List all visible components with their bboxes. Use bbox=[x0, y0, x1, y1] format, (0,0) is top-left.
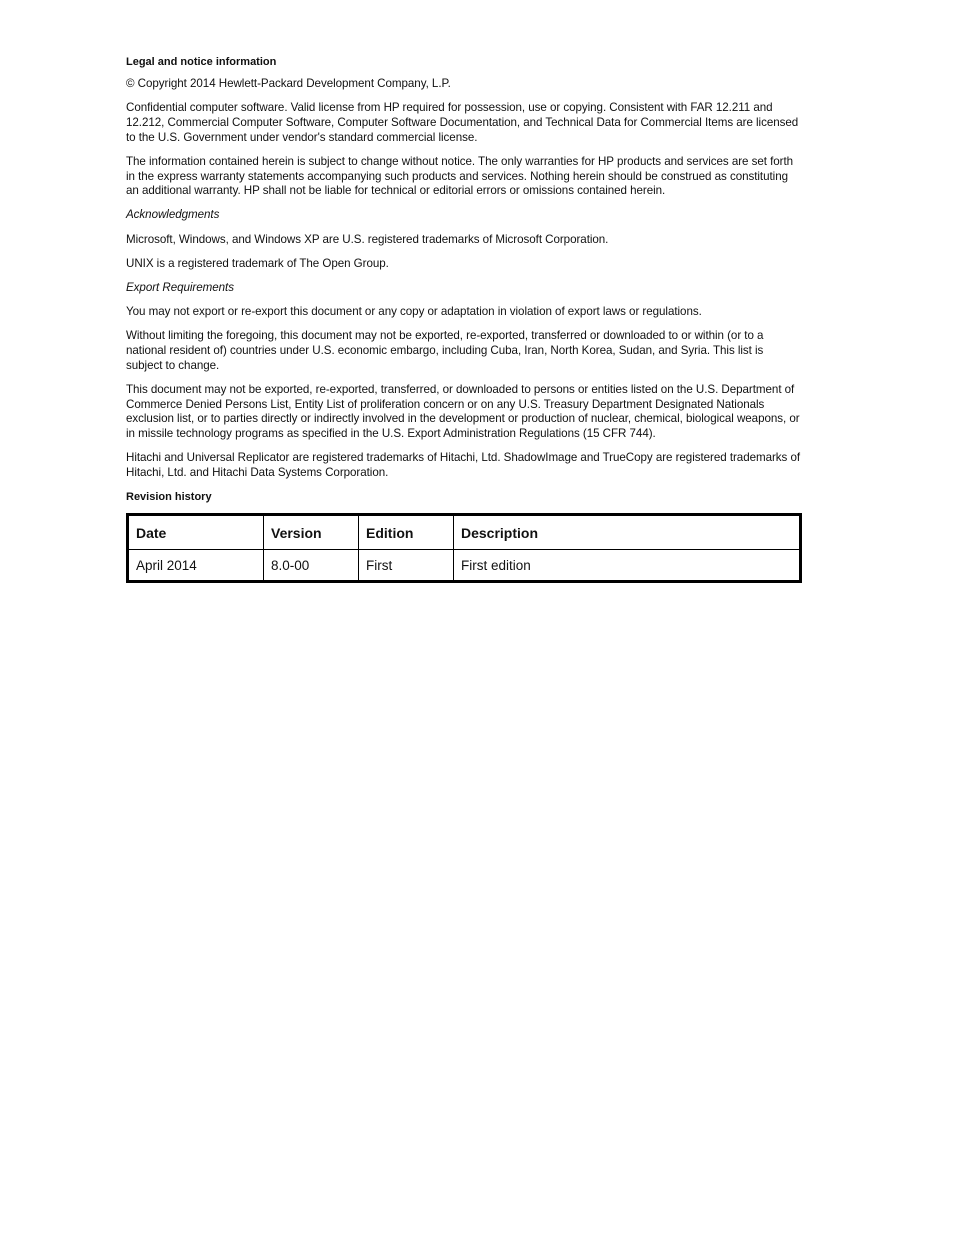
export-text-1: You may not export or re-export this document or any copy or adaptation in violation of export laws or regulations. bbox=[126, 305, 702, 319]
export-requirements-heading: Export Requirements bbox=[126, 281, 234, 295]
revision-history-heading: Revision history bbox=[126, 491, 212, 504]
column-header-description: Description bbox=[454, 515, 801, 550]
table-header-row bbox=[128, 515, 801, 550]
cell-version: 8.0-00 bbox=[264, 550, 359, 582]
hitachi-trademark-text: Hitachi and Universal Replicator are registered trademarks of Hitachi, Ltd. ShadowImage and TrueCopy are registered trademarks of Hitachi, Ltd. and Hitachi Data Systems Corporation. bbox=[126, 451, 801, 480]
column-header-date: Date bbox=[128, 515, 264, 550]
confidential-text: Confidential computer software. Valid license from HP required for possession, use or copying. Consistent with FAR 12.211 and 12.212, Commercial Computer Software, Computer Software Documentation, and Technical Data for Commercial Items are licensed to the U.S. Government under vendor's standard commercial license. bbox=[126, 101, 799, 144]
export-text-2: Without limiting the foregoing, this document may not be exported, re-exported, transferred or downloaded to or within (or to a national resident of) countries under U.S. economic embargo, including Cuba, Iran, North Korea, Sudan, and Syria. This list is subject to change. bbox=[126, 329, 764, 372]
cell-date: April 2014 bbox=[128, 550, 264, 582]
revision-history-table bbox=[126, 513, 802, 583]
cell-description: First edition bbox=[454, 550, 801, 582]
microsoft-trademark-text: Microsoft, Windows, and Windows XP are U.S. registered trademarks of Microsoft Corporation. bbox=[126, 232, 609, 246]
cell-edition: First bbox=[359, 550, 454, 582]
copyright-text: © Copyright 2014 Hewlett-Packard Development Company, L.P. bbox=[126, 77, 451, 90]
acknowledgments-heading: Acknowledgments bbox=[126, 208, 220, 222]
legal-notice-page bbox=[126, 55, 802, 583]
column-header-edition: Edition bbox=[359, 515, 454, 550]
legal-heading: Legal and notice information bbox=[126, 56, 277, 68]
unix-trademark-text: UNIX is a registered trademark of The Open Group. bbox=[126, 256, 389, 270]
column-header-version: Version bbox=[264, 515, 359, 550]
table-row bbox=[128, 550, 801, 582]
warranty-text: The information contained herein is subject to change without notice. The only warranties for HP products and services are set forth in the express warranty statements accompanying such products and services. Nothing herein should be construed as constituting an additional warranty. HP shall not be liable for technical or editorial errors or omissions contained herein. bbox=[126, 154, 794, 198]
export-text-3: This document may not be exported, re-exported, transferred, or downloaded to persons or entities listed on the U.S. Department of Commerce Denied Persons List, Entity List of proliferation concern or on any U.S. Treasury Department Designated Nationals exclusion list, or to parties directly or indirectly involved in the development or production of nuclear, chemical, biological weapons, or in missile technology programs as specified in the U.S. Export Administration Regulations (15 CFR 744). bbox=[126, 383, 800, 441]
